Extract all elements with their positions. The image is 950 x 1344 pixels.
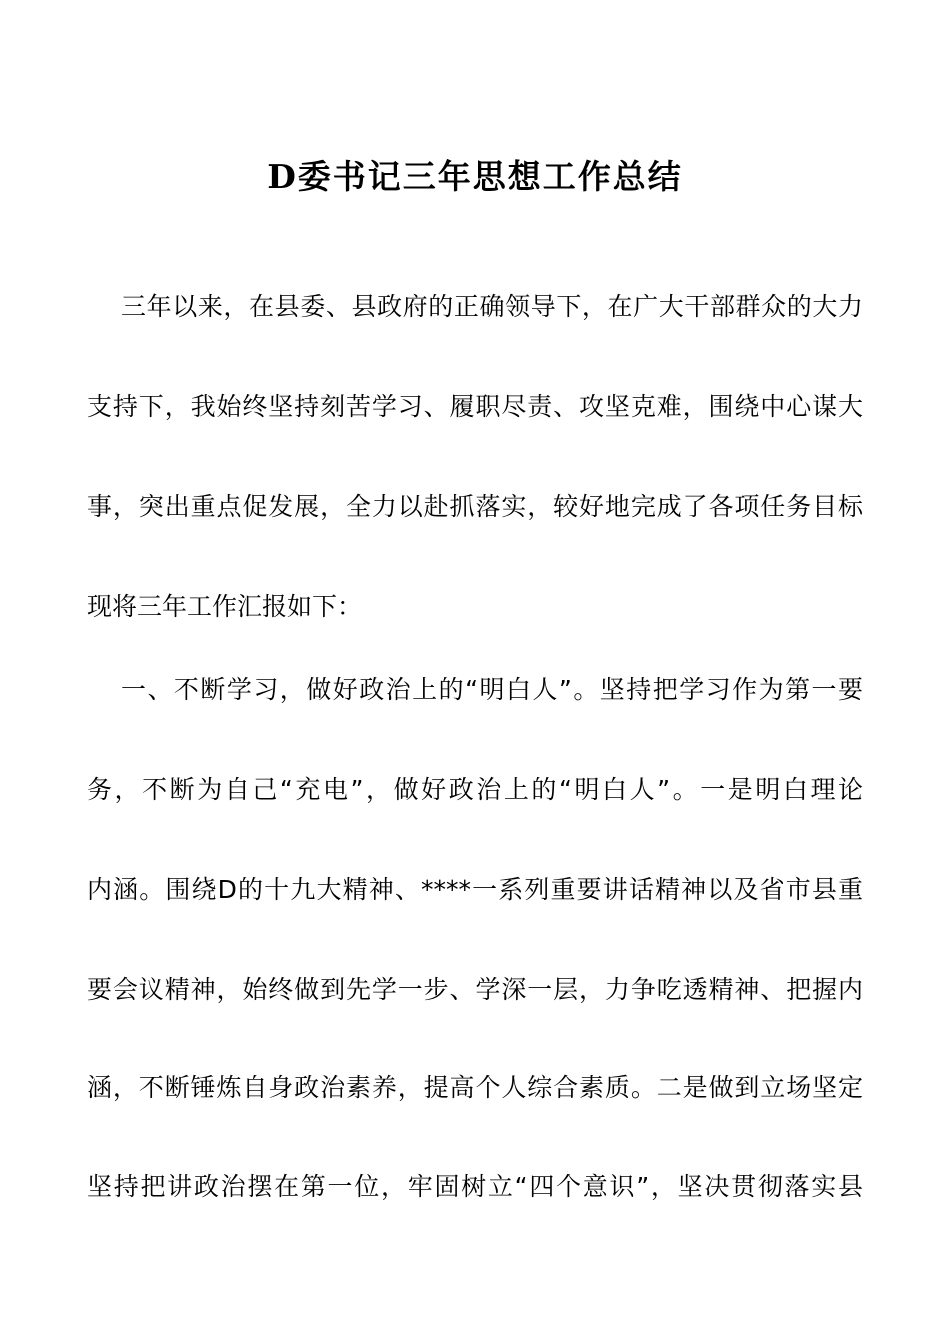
paragraph-line: 务，不断为自己“充电”，做好政治上的“明白人”。一是明白理论 [87,775,863,804]
paragraph-line: 事，突出重点促发展，全力以赴抓落实，较好地完成了各项任务目标 [87,492,863,521]
paragraph-line: 一、不断学习，做好政治上的“明白人”。坚持把学习作为第一要 [121,675,863,704]
paragraph-line: 现将三年工作汇报如下： [87,592,363,621]
paragraph-line: 涵，不断锤炼自身政治素养，提高个人综合素质。二是做到立场坚定 [87,1073,863,1102]
document-title: D委书记三年思想工作总结 [267,157,683,196]
paragraph-line: 三年以来，在县委、县政府的正确领导下，在广大干部群众的大力 [121,292,863,321]
paragraph-line: 要会议精神，始终做到先学一步、学深一层，力争吃透精神、把握内 [87,975,863,1004]
paragraph-line: 坚持把讲政治摆在第一位，牢固树立“四个意识”，坚决贯彻落实县 [87,1172,863,1201]
paragraph-line: 内涵。围绕D的十九大精神、****一系列重要讲话精神以及省市县重 [87,875,863,904]
paragraph-line: 支持下，我始终坚持刻苦学习、履职尽责、攻坚克难，围绕中心谋大 [87,392,863,421]
